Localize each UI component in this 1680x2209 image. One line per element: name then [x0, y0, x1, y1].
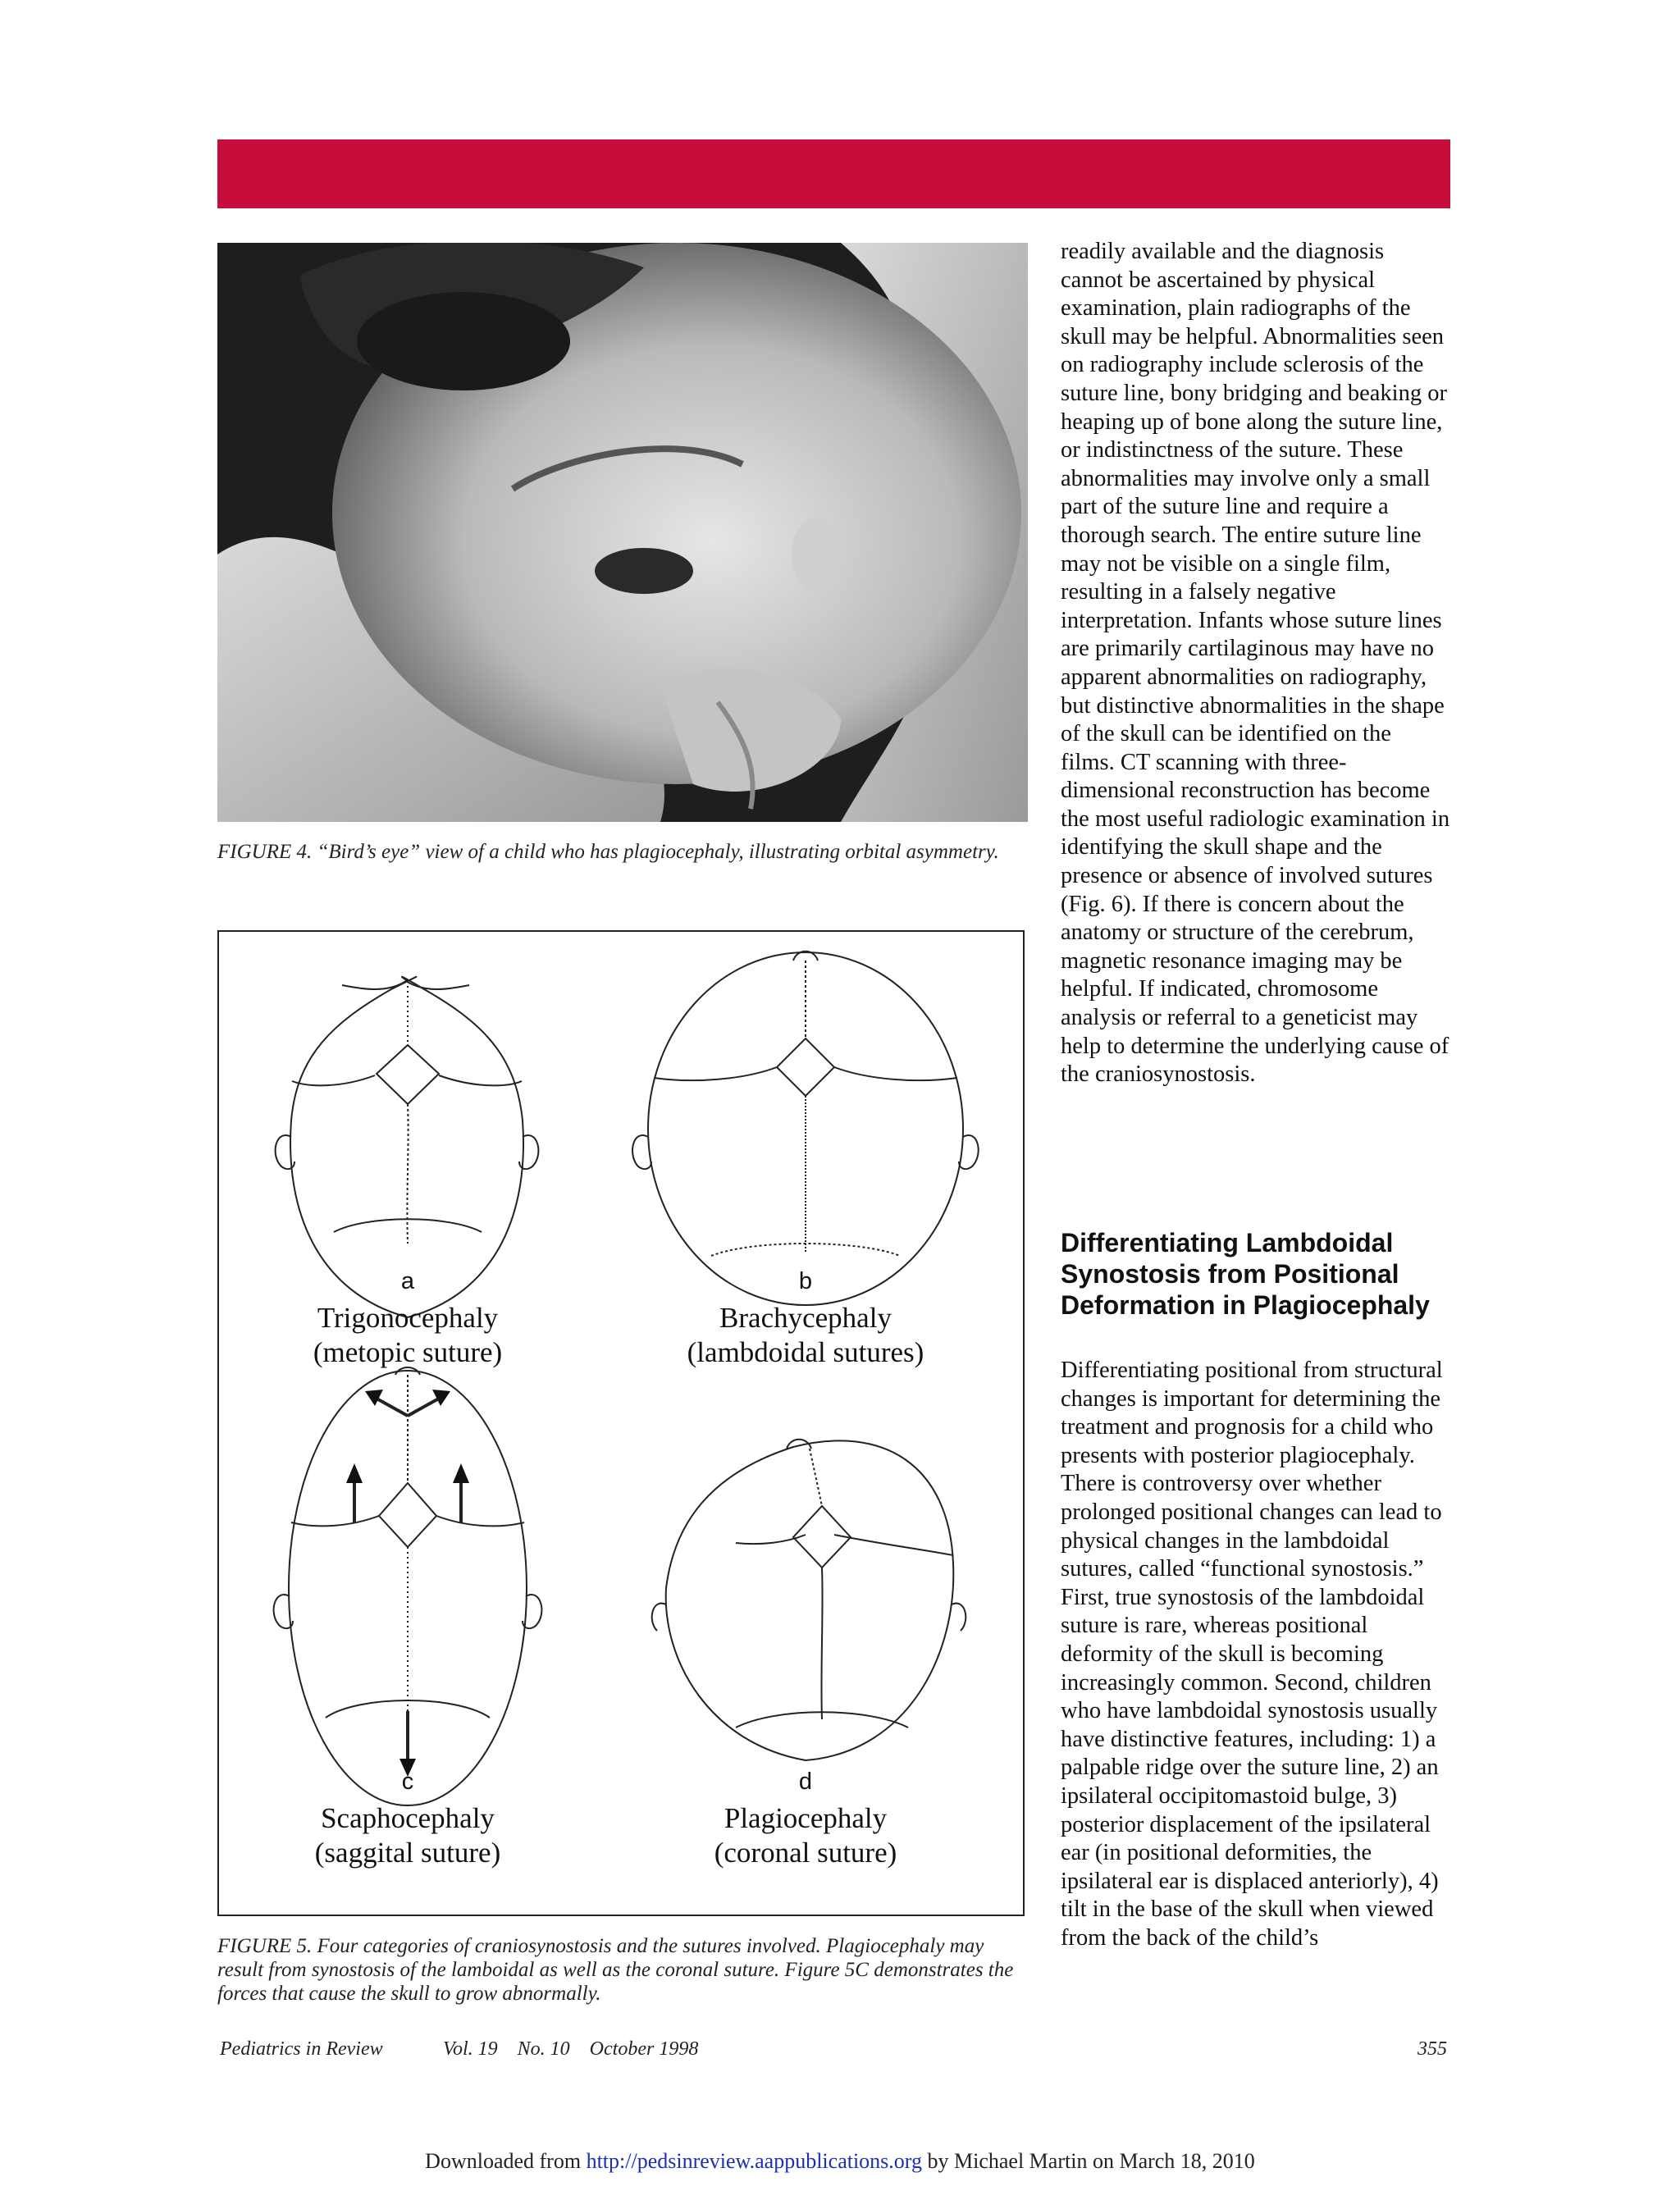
panel-c-title [252, 1801, 564, 1870]
panel-c-name: Scaphocephaly [321, 1802, 495, 1834]
header-banner [217, 139, 1450, 208]
right-column-top [1061, 238, 1450, 1089]
panel-b-letter: b [798, 1268, 813, 1294]
panel-b-title [637, 1301, 974, 1370]
panel-a-suture: (metopic suture) [313, 1336, 503, 1368]
download-note [0, 2149, 1680, 2174]
right-column-bottom [1061, 1357, 1450, 1952]
download-note-suffix: by Michael Martin on March 18, 2010 [922, 2149, 1255, 2173]
panel-c-suture: (saggital suture) [314, 1837, 501, 1869]
skull-a-trigonocephaly [276, 977, 544, 1317]
figure5-skull-drawings [219, 932, 1023, 1915]
panel-d-name: Plagiocephaly [724, 1802, 888, 1834]
download-link[interactable]: http://pedsinreview.aappublications.org [586, 2149, 922, 2173]
footer-page-number: 355 [1418, 2038, 1447, 2060]
figure4-caption: FIGURE 4. “Bird’s eye” view of a child who has plagiocephaly, illustrating orbital asymmetry. [217, 841, 999, 863]
panel-d-suture: (coronal suture) [714, 1837, 897, 1869]
figure5-diagram [217, 930, 1025, 1916]
panel-b-label [724, 1268, 888, 1295]
panel-d-label [724, 1769, 888, 1796]
panel-d-letter: d [798, 1769, 813, 1795]
figure4-photo [217, 243, 1028, 822]
body-paragraph-top: readily available and the diagnosis cannot be ascertained by physical examination, plain radiographs of the skull may be helpful. Abnormalities seen on radiography include sclerosis of the suture line, bony bridging and beaking or heaping up of bone along the suture line, or indistinctness of the suture. These abnormalities may involve only a small part of the suture line and require a thorough search. The entire suture line may not be visible on a single film, resulting in a falsely negative interpretation. Infants whose suture lines are primarily cartilaginous may have no apparent abnormalities on radiography, but distinctive abnormalities in the shape of the skull can be identified on the films. CT scanning with three-dimensional reconstruction has become the most useful radiologic examination in identifying the skull shape and the presence or absence of involved sutures (Fig. 6). If there is concern about the anatomy or structure of the cerebrum, magnetic resonance imaging may be helpful. If indicated, chromosome analysis or referral to a geneticist may help to determine the underlying cause of the craniosynostosis. [1061, 239, 1450, 1088]
body-paragraph-bottom: Differentiating positional from structural changes is important for determining the treatment and prognosis for a child who presents with posterior plagiocephaly. There is controversy over whether prolonged positional changes can lead to physical changes in the lambdoidal sutures, called “functional synostosis.” First, true synostosis of the lambdoidal suture is rare, whereas positional deformity of the skull is becoming increasingly common. Second, children who have lambdoidal synostosis usually have distinctive features, including: 1) a palpable ridge over the suture line, 2) an ipsilateral occipitomastoid bulge, 3) posterior displacement of the ipsilateral ear (in positional deformities, the ipsilateral ear is displaced anteriorly), 4) tilt in the base of the skull when viewed from the back of the child’s [1061, 1358, 1443, 1951]
skull-d-plagiocephaly [652, 1440, 966, 1760]
panel-a-label [326, 1268, 490, 1295]
panel-c-label [326, 1769, 490, 1796]
footer-issue: Vol. 19 No. 10 October 1998 [443, 2038, 699, 2060]
panel-a-title [252, 1301, 564, 1370]
skull-b-brachycephaly [632, 952, 979, 1305]
panel-b-suture: (lambdoidal sutures) [687, 1336, 924, 1368]
skull-c-scaphocephaly [274, 1367, 542, 1805]
panel-a-name: Trigonocephaly [317, 1302, 499, 1334]
panel-b-name: Brachycephaly [719, 1302, 892, 1334]
panel-c-letter: c [401, 1769, 414, 1795]
footer-journal: Pediatrics in Review [220, 2038, 383, 2060]
panel-a-letter: a [400, 1268, 415, 1294]
section-heading: Differentiating Lambdoidal Synostosis from Positional Deformation in Plagiocephaly [1061, 1228, 1430, 1320]
figure5-caption: FIGURE 5. Four categories of craniosynostosis and the sutures involved. Plagiocephaly may result from synostosis of the lamboidal as well as the coronal suture. Figure 5C demonstrates the forces that cause the skull to grow abnormally. [217, 1935, 1014, 2005]
download-note-prefix: Downloaded from [425, 2149, 587, 2173]
panel-d-title [637, 1801, 974, 1870]
